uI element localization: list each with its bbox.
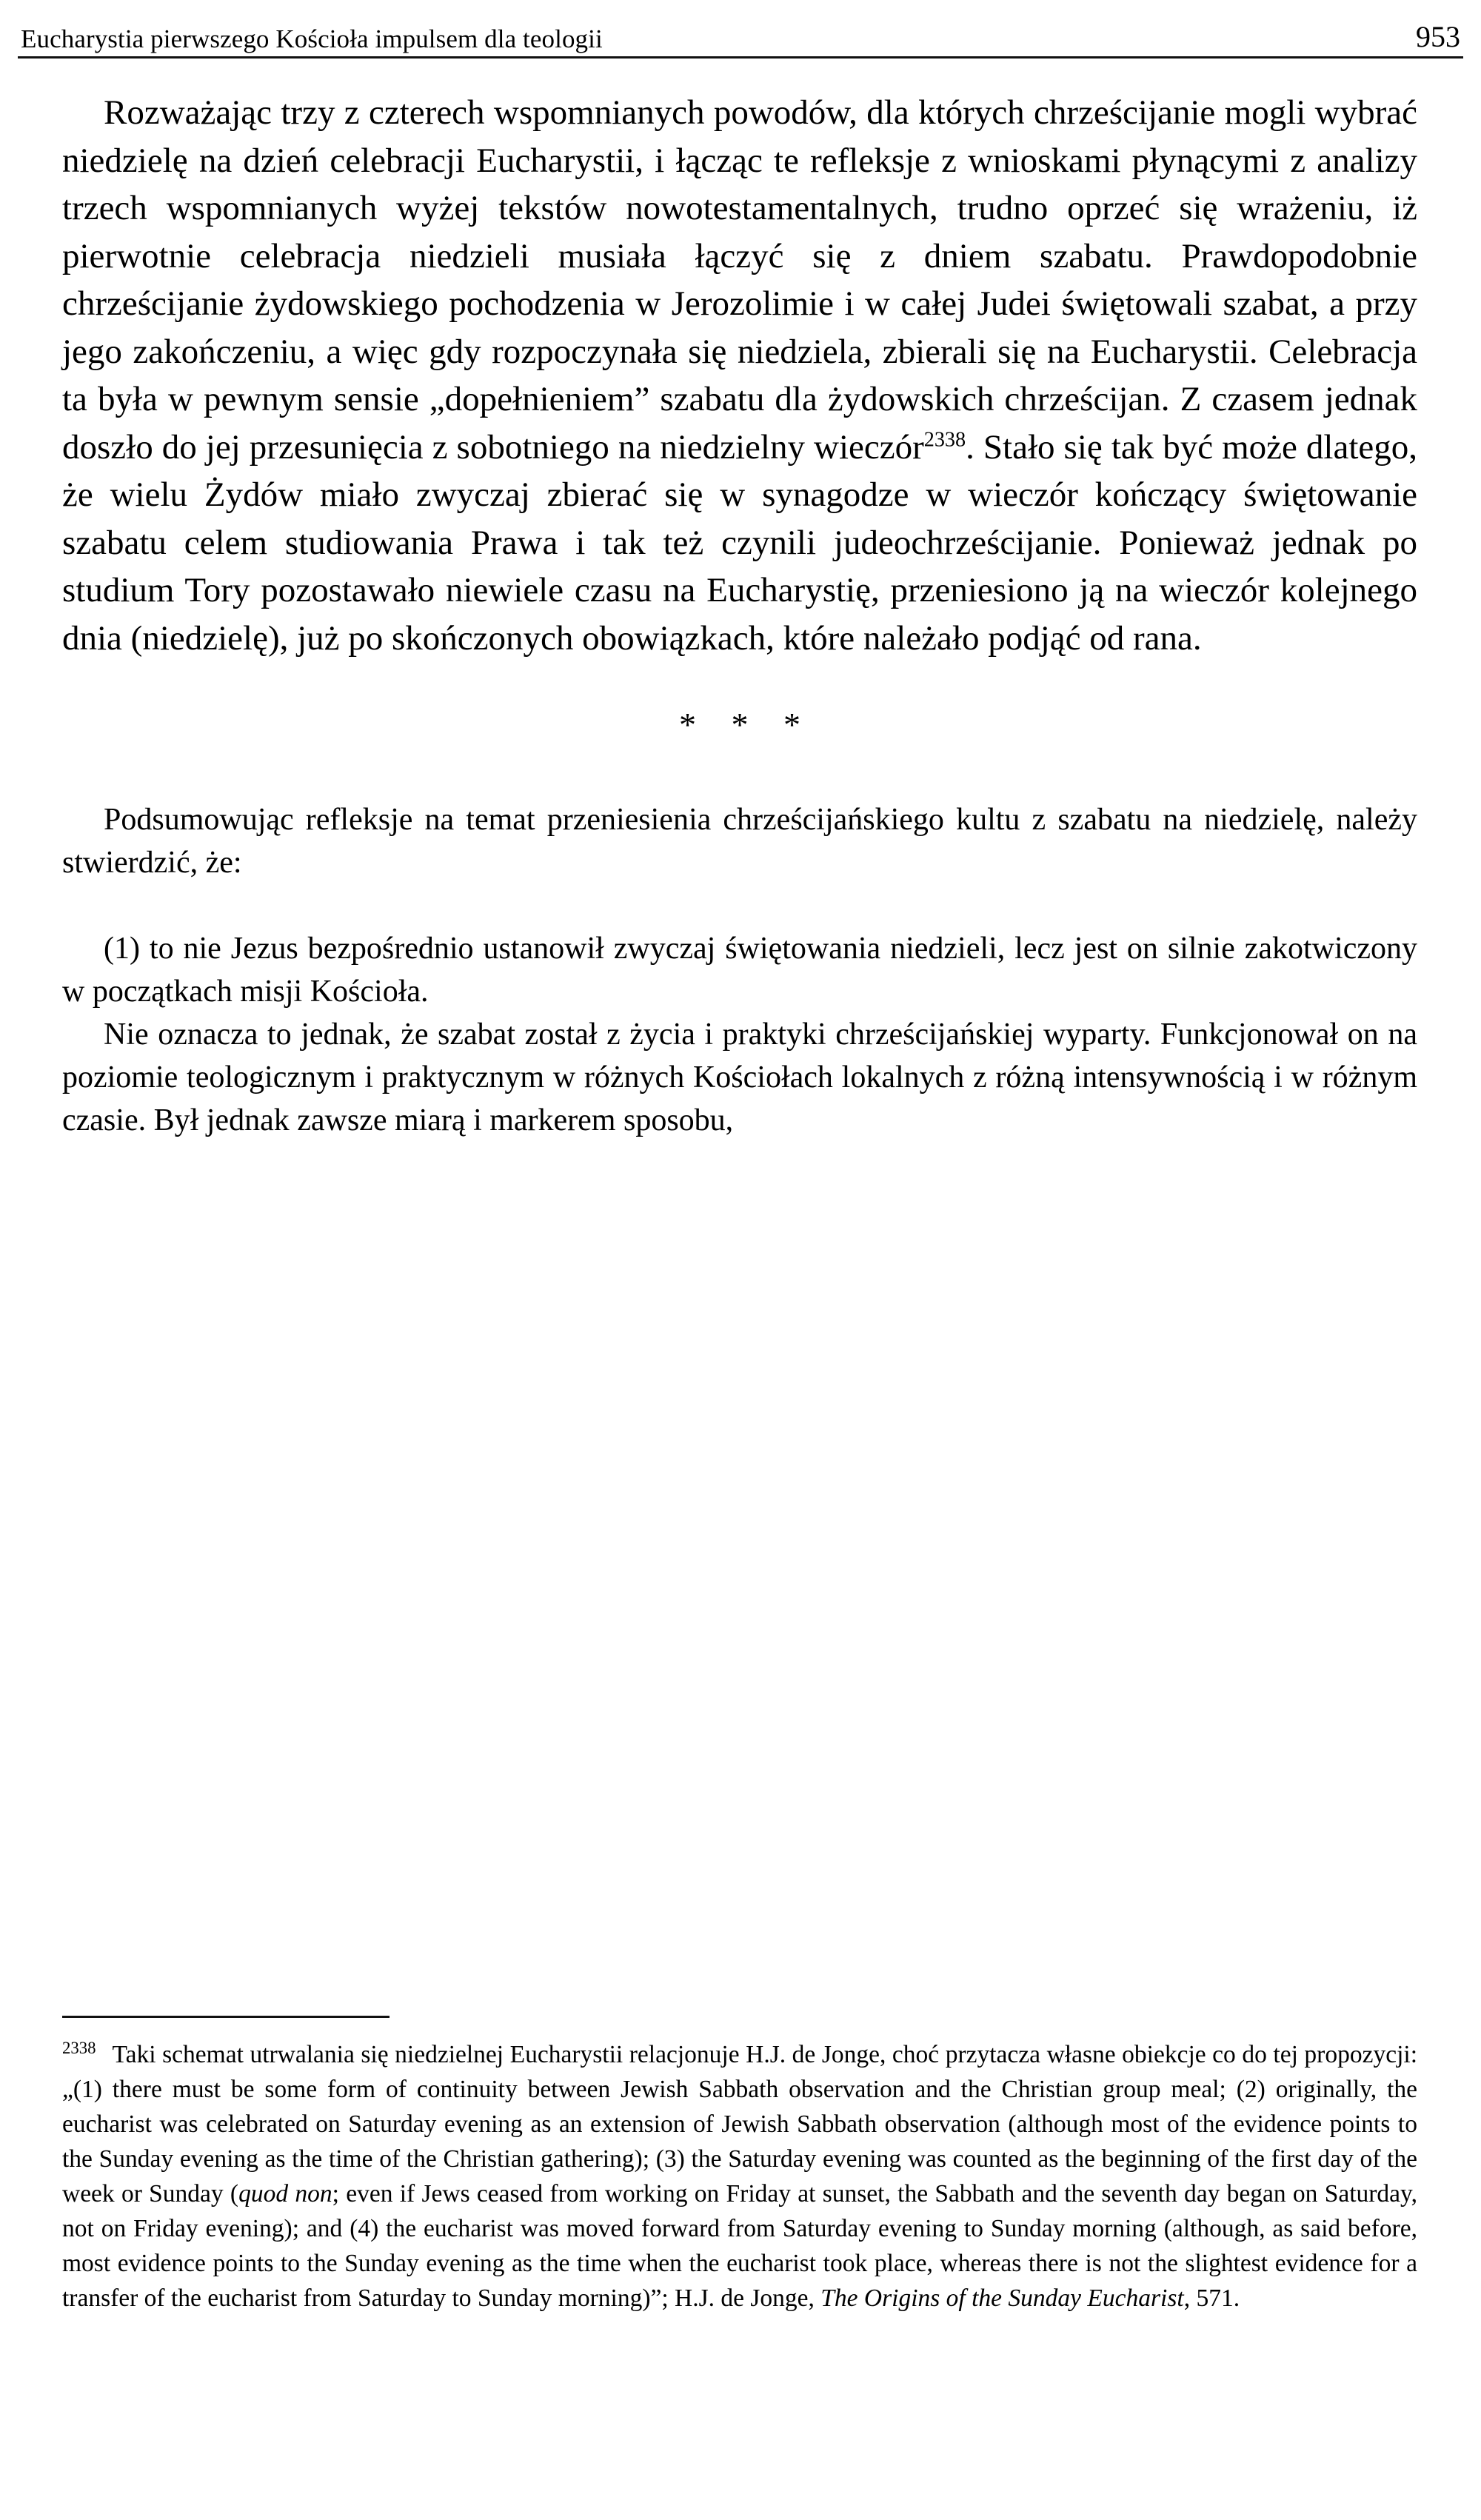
separator-space-below bbox=[62, 742, 1417, 798]
page-number: 953 bbox=[1416, 20, 1460, 53]
footnote-2338 bbox=[62, 2037, 1417, 2316]
running-head bbox=[21, 10, 1460, 52]
separator-space-above bbox=[62, 662, 1417, 708]
running-head-title: Eucharystia pierwszego Kościoła impulsem dla teologii bbox=[21, 24, 603, 53]
footnote-italic-title: The Origins of the Sunday Eucharist bbox=[820, 2285, 1184, 2312]
footnote-text-part-1: Taki schemat utrwalania się niedzielnej Eucharystii relacjonuje H.J. de Jonge, choć przytacza własne obiekcje co do tej propozycji: „(1) there must be some form of continuity between Jewish Sabbath observation and the Christian group meal; (2) originally, the eucharist was celebrated on Saturday evening as an extension of Jewish Sabbath observation (although most of the evidence points to the Sunday evening as the time of the Christian gathering); (3) the Saturday evening was counted as the beginning of the first day of the week or Sunday ( bbox=[62, 2041, 1417, 2207]
asterism-separator: * * * bbox=[679, 706, 814, 743]
body-paragraph-4: Nie oznacza to jednak, że szabat został z życia i praktyki chrześcijańskiej wyparty. Funkcjonował on na poziomie teologicznym i praktycznym w różnych Kościołach lokalnych z różną intensywnością i w różnym czasie. Był jednak zawsze miarą i markerem sposobu, bbox=[62, 1017, 1417, 1137]
main-text-column bbox=[62, 89, 1417, 1142]
footnote-number: 2338 bbox=[62, 2038, 96, 2057]
footnote-italic-quod-non: quod non bbox=[238, 2180, 332, 2207]
footnote-area bbox=[62, 2016, 1417, 2316]
paragraph-1-continuation: . Stało się tak być może dlatego, że wielu Żydów miało zwyczaj zbierać się w synagodze w wieczór kończący świętowanie szabatu celem studiowania Prawa i tak też czynili judeochrześcijanie. Ponieważ jednak po studium Tory pozostawało niewiele czasu na Eucharystię, przeniesiono ją na wieczór kolejnego dnia (niedzielę), już po skończonych obowiązkach, które należało podjąć od rana. bbox=[62, 427, 1417, 658]
header-rule bbox=[18, 56, 1463, 59]
body-paragraph-2: Podsumowując refleksje na temat przeniesienia chrześcijańskiego kultu z szabatu na niedzielę, należy stwierdzić, że: bbox=[62, 803, 1417, 880]
footnote-separator-rule bbox=[62, 2016, 390, 2018]
paragraph-1-text: Rozważając trzy z czterech wspomnianych powodów, dla których chrześcijanie mogli wybrać niedzielę na dzień celebracji Eucharystii, i łącząc te refleksje z wnioskami płynącymi z analizy trzech wspomnianych wyżej tekstów nowotestamentalnych, trudno oprzeć się wrażeniu, iż pierwotnie celebracja niedzieli musiała łączyć się z dniem szabatu. Prawdopodobnie chrześcijanie żydowskiego pochodzenia w Jerozolimie i w całej Judei świętowali szabat, a przy jego zakończeniu, a więc gdy rozpoczynała się niedziela, zbierali się na Eucharystii. Celebracja ta była w pewnym sensie „dopełnieniem” szabatu dla żydowskich chrześcijan. Z czasem jednak doszło do jej przesunięcia z sobotniego na niedzielny wieczór bbox=[62, 93, 1417, 467]
body-paragraph-3: (1) to nie Jezus bezpośrednio ustanowił zwyczaj świętowania niedzieli, lecz jest on silnie zakotwiczony w początkach misji Kościoła. bbox=[62, 932, 1417, 1009]
footnote-text-part-3: , 571. bbox=[1183, 2285, 1240, 2312]
paragraph-space-1 bbox=[62, 884, 1417, 927]
footnote-reference-2338[interactable]: 2338 bbox=[923, 427, 966, 451]
footnote-text-part-2: ; even if Jews ceased from working on Friday at sunset, the Sabbath and the seventh day began on Saturday, not on Friday evening); and (4) the eucharist was moved forward from Saturday evening to Sunday morning (although, as said before, most evidence points to the Sunday evening as the time when the eucharist took place, whereas there is not the slightest evidence for a transfer of the eucharist from Saturday to Sunday morning)”; H.J. de Jonge, bbox=[62, 2180, 1417, 2312]
body-paragraph-1 bbox=[62, 89, 1417, 662]
